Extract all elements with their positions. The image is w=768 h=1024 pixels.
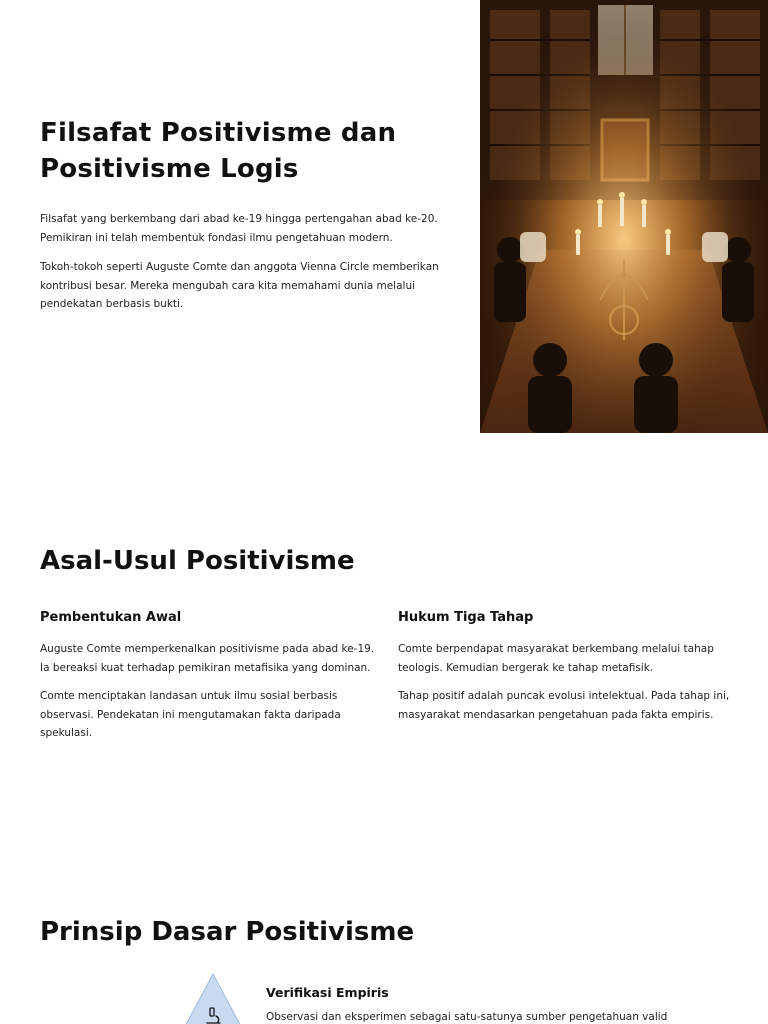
column-paragraph: Comte menciptakan landasan untuk ilmu sosial berbasis observasi. Pendekatan ini mengutamakan fakta daripada spekulasi.: [40, 690, 341, 739]
column-paragraph: Tahap positif adalah puncak evolusi intelektual. Pada tahap ini, masyarakat mendasarkan pengetahuan pada fakta empiris.: [398, 690, 730, 721]
section-title-principles: Prinsip Dasar Positivisme: [40, 917, 415, 947]
column-heading: Hukum Tiga Tahap: [398, 610, 534, 625]
column-paragraph: Comte berpendapat masyarakat berkembang melalui tahap teologis. Kemudian bergerak ke tahap metafisik.: [398, 643, 714, 674]
hero-paragraph: Filsafat yang berkembang dari abad ke-19 hingga pertengahan abad ke-20. Pemikiran ini telah membentuk fondasi ilmu pengetahuan modern.: [40, 213, 438, 244]
triangle-badge: [180, 972, 246, 1024]
page-title: Filsafat Positivisme dan Positivisme Logis: [40, 118, 397, 184]
hero-paragraph: Tokoh-tokoh seperti Auguste Comte dan anggota Vienna Circle memberikan kontribusi besar. Mereka mengubah cara kita memahami dunia melalui pendekatan berbasis bukti.: [40, 261, 439, 310]
section-title-origin: Asal-Usul Positivisme: [40, 546, 355, 576]
column-heading: Pembentukan Awal: [40, 610, 182, 625]
origin-column: [398, 609, 733, 724]
hero-section: [40, 115, 445, 314]
column-paragraph: Auguste Comte memperkenalkan positivisme pada abad ke-19. Ia bereaksi kuat terhadap pemikiran metafisika yang dominan.: [40, 643, 375, 674]
origin-column: [40, 609, 375, 743]
principle-item: [180, 972, 740, 1024]
principle-title: Verifikasi Empiris: [266, 985, 389, 1000]
hero-illustration: [480, 0, 768, 433]
library-scene-illustration: [480, 0, 768, 433]
principle-description: Observasi dan eksperimen sebagai satu-satunya sumber pengetahuan valid: [266, 1011, 668, 1023]
